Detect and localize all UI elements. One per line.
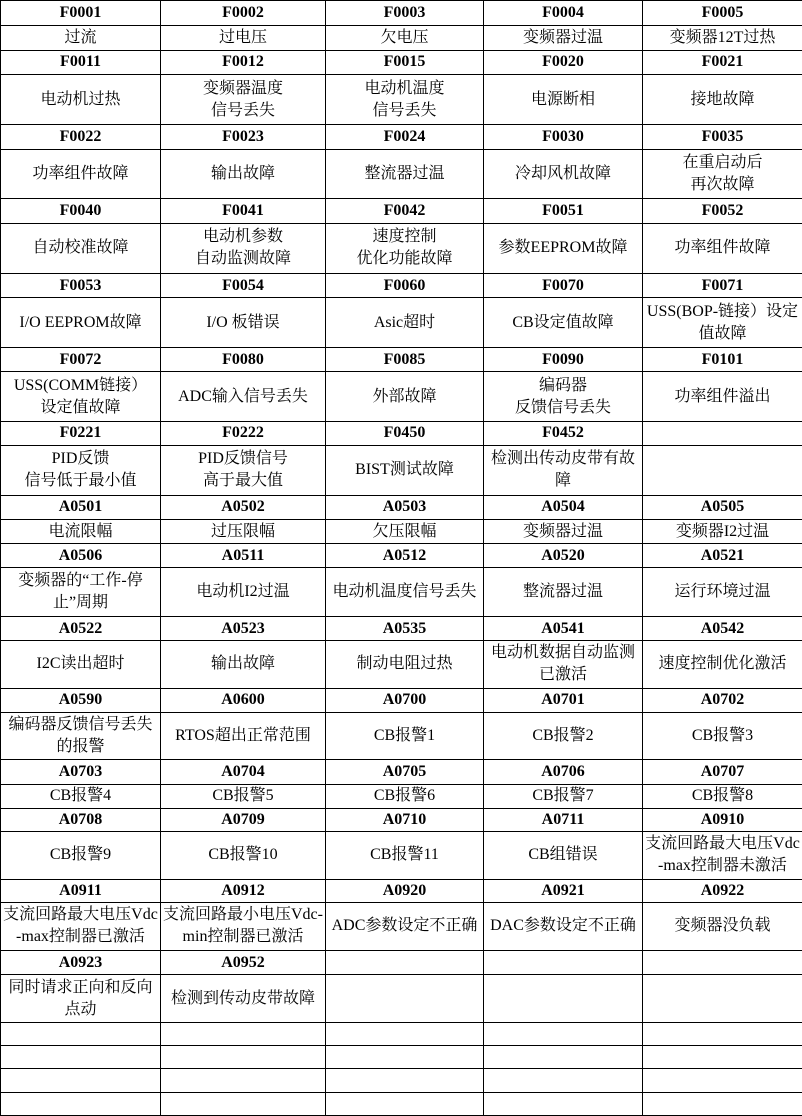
fault-code-cell: A0921	[484, 879, 643, 902]
fault-description-cell: 欠压限幅	[326, 519, 484, 543]
description-row	[1, 784, 802, 808]
empty-row	[1, 1069, 802, 1092]
fault-code-cell: F0004	[484, 1, 643, 26]
description-row	[1, 568, 802, 617]
empty-cell	[326, 1069, 484, 1092]
code-row	[1, 199, 802, 223]
description-row	[1, 298, 802, 348]
fault-description-cell: CB组错误	[484, 832, 643, 879]
empty-cell	[161, 1092, 326, 1115]
fault-code-cell: F0040	[1, 199, 161, 223]
fault-description-cell: 变频器I2过温	[643, 519, 802, 543]
fault-code-cell: F0020	[484, 50, 643, 74]
fault-description-cell: 变频器12T过热	[643, 26, 802, 50]
fault-code-cell: A0911	[1, 879, 161, 902]
fault-code-cell: A0522	[1, 616, 161, 640]
empty-row	[1, 1022, 802, 1045]
fault-code-cell: A0710	[326, 808, 484, 831]
fault-description-cell: Asic超时	[326, 298, 484, 348]
fault-description-cell: 电动机I2过温	[161, 568, 326, 617]
code-row	[1, 50, 802, 74]
fault-description-cell: 冷却风机故障	[484, 149, 643, 199]
fault-code-cell: F0060	[326, 274, 484, 298]
code-row	[1, 879, 802, 902]
fault-code-cell: F0042	[326, 199, 484, 223]
fault-description-cell: 过压限幅	[161, 519, 326, 543]
fault-description-cell: 支流回路最大电压Vdc-max控制器未激活	[643, 832, 802, 879]
fault-description-cell: BIST测试故障	[326, 446, 484, 496]
fault-description-cell: 检测出传动皮带有故障	[484, 446, 643, 496]
fault-code-cell: A0520	[484, 544, 643, 568]
fault-code-cell: A0922	[643, 879, 802, 902]
empty-cell	[326, 1046, 484, 1069]
description-row	[1, 519, 802, 543]
empty-row	[1, 1092, 802, 1115]
fault-code-cell: F0011	[1, 50, 161, 74]
description-row	[1, 975, 802, 1022]
code-row	[1, 495, 802, 519]
empty-cell	[1, 1046, 161, 1069]
fault-description-cell: CB报警8	[643, 784, 802, 808]
fault-description-cell: 变频器温度 信号丢失	[161, 74, 326, 125]
fault-code-cell: A0502	[161, 495, 326, 519]
description-row	[1, 372, 802, 422]
fault-description-cell: CB报警5	[161, 784, 326, 808]
fault-description-cell: 编码器反馈信号丢失的报警	[1, 712, 161, 759]
empty-row	[1, 1046, 802, 1069]
code-row	[1, 951, 802, 975]
description-row	[1, 223, 802, 274]
code-row	[1, 688, 802, 712]
fault-description-cell: USS(COMM链接） 设定值故障	[1, 372, 161, 422]
fault-description-cell: ADC参数设定不正确	[326, 902, 484, 951]
empty-cell	[326, 1092, 484, 1115]
empty-cell	[643, 1022, 802, 1045]
fault-description-cell	[643, 446, 802, 496]
fault-code-cell: A0711	[484, 808, 643, 831]
fault-description-cell: 自动校准故障	[1, 223, 161, 274]
fault-description-cell: CB报警1	[326, 712, 484, 759]
fault-description-cell: CB报警11	[326, 832, 484, 879]
fault-code-cell	[643, 421, 802, 445]
fault-code-cell: A0512	[326, 544, 484, 568]
fault-code-cell: A0952	[161, 951, 326, 975]
table-body	[1, 1, 802, 1116]
fault-code-cell: A0700	[326, 688, 484, 712]
fault-description-cell: CB报警2	[484, 712, 643, 759]
empty-cell	[484, 1022, 643, 1045]
fault-description-cell: PID反馈 信号低于最小值	[1, 446, 161, 496]
description-row	[1, 832, 802, 879]
fault-description-cell: 变频器没负载	[643, 902, 802, 951]
fault-description-cell: 变频器的“工作-停止”周期	[1, 568, 161, 617]
fault-code-cell: F0053	[1, 274, 161, 298]
fault-code-cell: A0600	[161, 688, 326, 712]
empty-cell	[484, 1046, 643, 1069]
fault-code-cell: A0590	[1, 688, 161, 712]
fault-code-cell: F0054	[161, 274, 326, 298]
description-row	[1, 74, 802, 125]
fault-code-cell: A0542	[643, 616, 802, 640]
fault-description-cell: 电动机过热	[1, 74, 161, 125]
empty-cell	[326, 1022, 484, 1045]
fault-code-cell: A0920	[326, 879, 484, 902]
empty-cell	[1, 1022, 161, 1045]
fault-code-cell: F0085	[326, 347, 484, 371]
empty-cell	[161, 1069, 326, 1092]
description-row	[1, 26, 802, 50]
fault-description-cell: 电源断相	[484, 74, 643, 125]
fault-description-cell: DAC参数设定不正确	[484, 902, 643, 951]
fault-code-cell: F0080	[161, 347, 326, 371]
fault-code-cell	[326, 951, 484, 975]
fault-code-cell: A0504	[484, 495, 643, 519]
fault-code-cell: F0450	[326, 421, 484, 445]
fault-description-cell: 编码器 反馈信号丢失	[484, 372, 643, 422]
empty-cell	[1, 1069, 161, 1092]
fault-code-cell: A0506	[1, 544, 161, 568]
fault-code-cell: F0030	[484, 125, 643, 149]
fault-code-cell: F0071	[643, 274, 802, 298]
fault-code-cell: A0923	[1, 951, 161, 975]
fault-description-cell: 输出故障	[161, 641, 326, 688]
fault-code-cell: A0703	[1, 760, 161, 784]
fault-code-cell: F0041	[161, 199, 326, 223]
fault-description-cell: I/O 板错误	[161, 298, 326, 348]
fault-description-cell: RTOS超出正常范围	[161, 712, 326, 759]
fault-code-cell: F0090	[484, 347, 643, 371]
fault-description-cell: CB报警10	[161, 832, 326, 879]
fault-description-cell: 同时请求正向和反向点动	[1, 975, 161, 1022]
fault-description-cell: 功率组件溢出	[643, 372, 802, 422]
description-row	[1, 902, 802, 951]
description-row	[1, 446, 802, 496]
fault-description-cell: 制动电阻过热	[326, 641, 484, 688]
empty-cell	[161, 1046, 326, 1069]
fault-code-cell: F0051	[484, 199, 643, 223]
code-row	[1, 616, 802, 640]
fault-description-cell: 在重启动后 再次故障	[643, 149, 802, 199]
fault-code-cell	[643, 951, 802, 975]
fault-description-cell: 电动机数据自动监测已激活	[484, 641, 643, 688]
fault-description-cell: 过电压	[161, 26, 326, 50]
fault-code-cell: A0912	[161, 879, 326, 902]
description-row	[1, 149, 802, 199]
fault-code-cell: A0505	[643, 495, 802, 519]
empty-cell	[643, 1046, 802, 1069]
fault-code-cell: F0452	[484, 421, 643, 445]
fault-code-cell: A0707	[643, 760, 802, 784]
code-row	[1, 125, 802, 149]
fault-description-cell: I/O EEPROM故障	[1, 298, 161, 348]
fault-description-cell: 电动机参数 自动监测故障	[161, 223, 326, 274]
fault-code-cell: F0070	[484, 274, 643, 298]
fault-code-cell: F0023	[161, 125, 326, 149]
fault-description-cell: 输出故障	[161, 149, 326, 199]
fault-description-cell: 电流限幅	[1, 519, 161, 543]
fault-code-cell: A0501	[1, 495, 161, 519]
fault-code-cell: F0035	[643, 125, 802, 149]
fault-description-cell: CB报警9	[1, 832, 161, 879]
fault-description-cell: 功率组件故障	[1, 149, 161, 199]
fault-description-cell: 接地故障	[643, 74, 802, 125]
fault-code-cell: F0052	[643, 199, 802, 223]
fault-description-cell: 支流回路最大电压Vdc-max控制器已激活	[1, 902, 161, 951]
fault-description-cell: CB报警3	[643, 712, 802, 759]
fault-description-cell: 参数EEPROM故障	[484, 223, 643, 274]
empty-cell	[484, 1092, 643, 1115]
code-row	[1, 1, 802, 26]
fault-code-cell: A0541	[484, 616, 643, 640]
fault-code-cell: A0523	[161, 616, 326, 640]
fault-code-cell: A0706	[484, 760, 643, 784]
fault-code-cell: F0002	[161, 1, 326, 26]
empty-cell	[1, 1092, 161, 1115]
fault-code-cell: F0101	[643, 347, 802, 371]
fault-description-cell	[326, 975, 484, 1022]
fault-description-cell: 电动机温度 信号丢失	[326, 74, 484, 125]
fault-code-cell: F0221	[1, 421, 161, 445]
fault-description-cell: CB报警6	[326, 784, 484, 808]
code-row	[1, 274, 802, 298]
fault-code-cell: F0005	[643, 1, 802, 26]
fault-code-cell: F0072	[1, 347, 161, 371]
code-row	[1, 347, 802, 371]
fault-description-cell: I2C读出超时	[1, 641, 161, 688]
fault-code-cell: F0022	[1, 125, 161, 149]
fault-code-cell: F0222	[161, 421, 326, 445]
fault-description-cell: 变频器过温	[484, 26, 643, 50]
fault-code-cell: A0910	[643, 808, 802, 831]
fault-description-cell: PID反馈信号 高于最大值	[161, 446, 326, 496]
fault-description-cell	[643, 975, 802, 1022]
fault-code-cell: F0001	[1, 1, 161, 26]
fault-description-cell: 速度控制优化激活	[643, 641, 802, 688]
code-row	[1, 544, 802, 568]
description-row	[1, 712, 802, 759]
fault-description-cell: 运行环境过温	[643, 568, 802, 617]
code-row	[1, 760, 802, 784]
fault-code-cell: A0511	[161, 544, 326, 568]
fault-description-cell: 欠电压	[326, 26, 484, 50]
fault-code-cell: A0701	[484, 688, 643, 712]
fault-description-cell: 支流回路最小电压Vdc-min控制器已激活	[161, 902, 326, 951]
code-row	[1, 421, 802, 445]
fault-description-cell: ADC输入信号丢失	[161, 372, 326, 422]
fault-code-cell: A0708	[1, 808, 161, 831]
fault-code-cell: A0704	[161, 760, 326, 784]
fault-description-cell: 变频器过温	[484, 519, 643, 543]
empty-cell	[161, 1022, 326, 1045]
fault-description-cell: 功率组件故障	[643, 223, 802, 274]
code-row	[1, 808, 802, 831]
fault-code-cell: A0535	[326, 616, 484, 640]
empty-cell	[643, 1092, 802, 1115]
fault-description-cell: 电动机温度信号丢失	[326, 568, 484, 617]
fault-description-cell: CB报警7	[484, 784, 643, 808]
empty-cell	[643, 1069, 802, 1092]
fault-code-cell: F0015	[326, 50, 484, 74]
fault-code-cell: A0709	[161, 808, 326, 831]
fault-code-cell	[484, 951, 643, 975]
fault-code-cell: F0021	[643, 50, 802, 74]
fault-code-cell: A0503	[326, 495, 484, 519]
fault-description-cell: USS(BOP-链接）设定值故障	[643, 298, 802, 348]
fault-code-cell: F0024	[326, 125, 484, 149]
fault-description-cell: 整流器过温	[484, 568, 643, 617]
fault-description-cell: 整流器过温	[326, 149, 484, 199]
empty-cell	[484, 1069, 643, 1092]
fault-code-cell: F0012	[161, 50, 326, 74]
fault-description-cell: 外部故障	[326, 372, 484, 422]
fault-description-cell: CB报警4	[1, 784, 161, 808]
fault-description-cell: 速度控制 优化功能故障	[326, 223, 484, 274]
fault-description-cell: 过流	[1, 26, 161, 50]
fault-code-cell: A0705	[326, 760, 484, 784]
fault-description-cell: 检测到传动皮带故障	[161, 975, 326, 1022]
fault-description-cell	[484, 975, 643, 1022]
description-row	[1, 641, 802, 688]
fault-code-cell: A0702	[643, 688, 802, 712]
fault-code-cell: A0521	[643, 544, 802, 568]
fault-description-cell: CB设定值故障	[484, 298, 643, 348]
fault-code-cell: F0003	[326, 1, 484, 26]
